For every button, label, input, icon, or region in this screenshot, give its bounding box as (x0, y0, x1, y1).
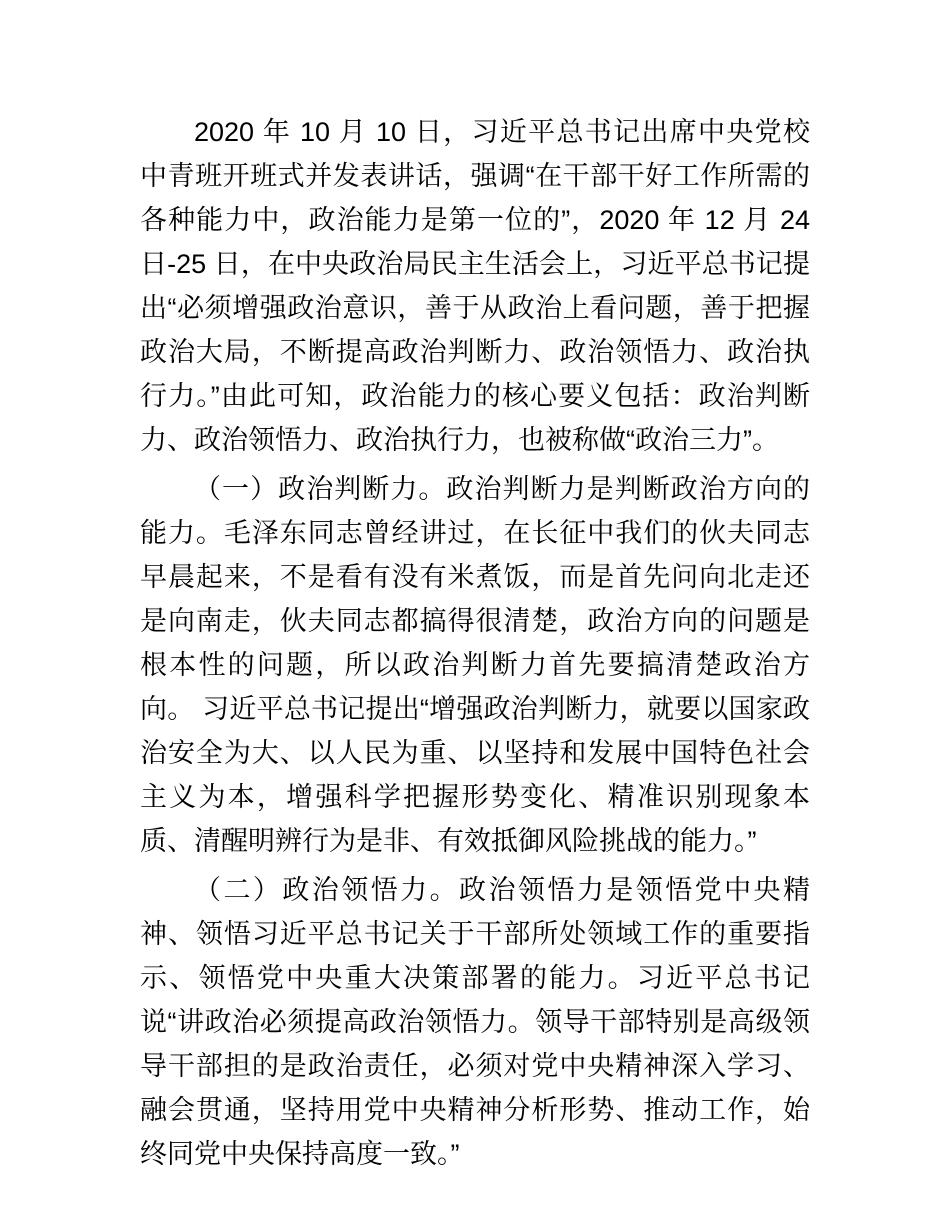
paragraph-political-judgment: （一）政治判断力。政治判断力是判断政治方向的能力。毛泽东同志曾经讲过，在长征中我们的伙夫同志早晨起来，不是看有没有米煮饭，而是首先问向北走还是向南走，伙夫同志都搞得很清楚，政治方向的问题是根本性的问题，所以政治判断力首先要搞清楚政治方向。 习近平总书记提出“增强政治判断力，就要以国家政治安全为大、以人民为重、以坚持和发展中国特色社会主义为本，增强科学把握形势变化、精准识别现象本质、清醒明辨行为是非、有效抵御风险挑战的能力。” (140, 474, 810, 856)
paragraph-intro: 2020 年 10 月 10 日，习近平总书记出席中央党校中青班开班式并发表讲话，强调“在干部干好工作所需的各种能力中，政治能力是第一位的”，2020 年 12 月 24 日-25 日，在中央政治局民主生活会上，习近平总书记提出“必须增强政治意识，善于从政治上看问题，善于把握政治大局，不断提高政治判断力、政治领悟力、政治执行力。”由此可知，政治能力的核心要义包括：政治判断力、政治领悟力、政治执行力，也被称做“政治三力”。 (140, 117, 810, 455)
paragraph-political-comprehension: （二）政治领悟力。政治领悟力是领悟党中央精神、领悟习近平总书记关于干部所处领域工作的重要指示、领悟党中央重大决策部署的能力。习近平总书记说“讲政治必须提高政治领悟力。领导干部特别是高级领导干部担的是政治责任，必须对党中央精神深入学习、融会贯通，坚持用党中央精神分析形势、推动工作，始终同党中央保持高度一致。” (140, 875, 810, 1169)
